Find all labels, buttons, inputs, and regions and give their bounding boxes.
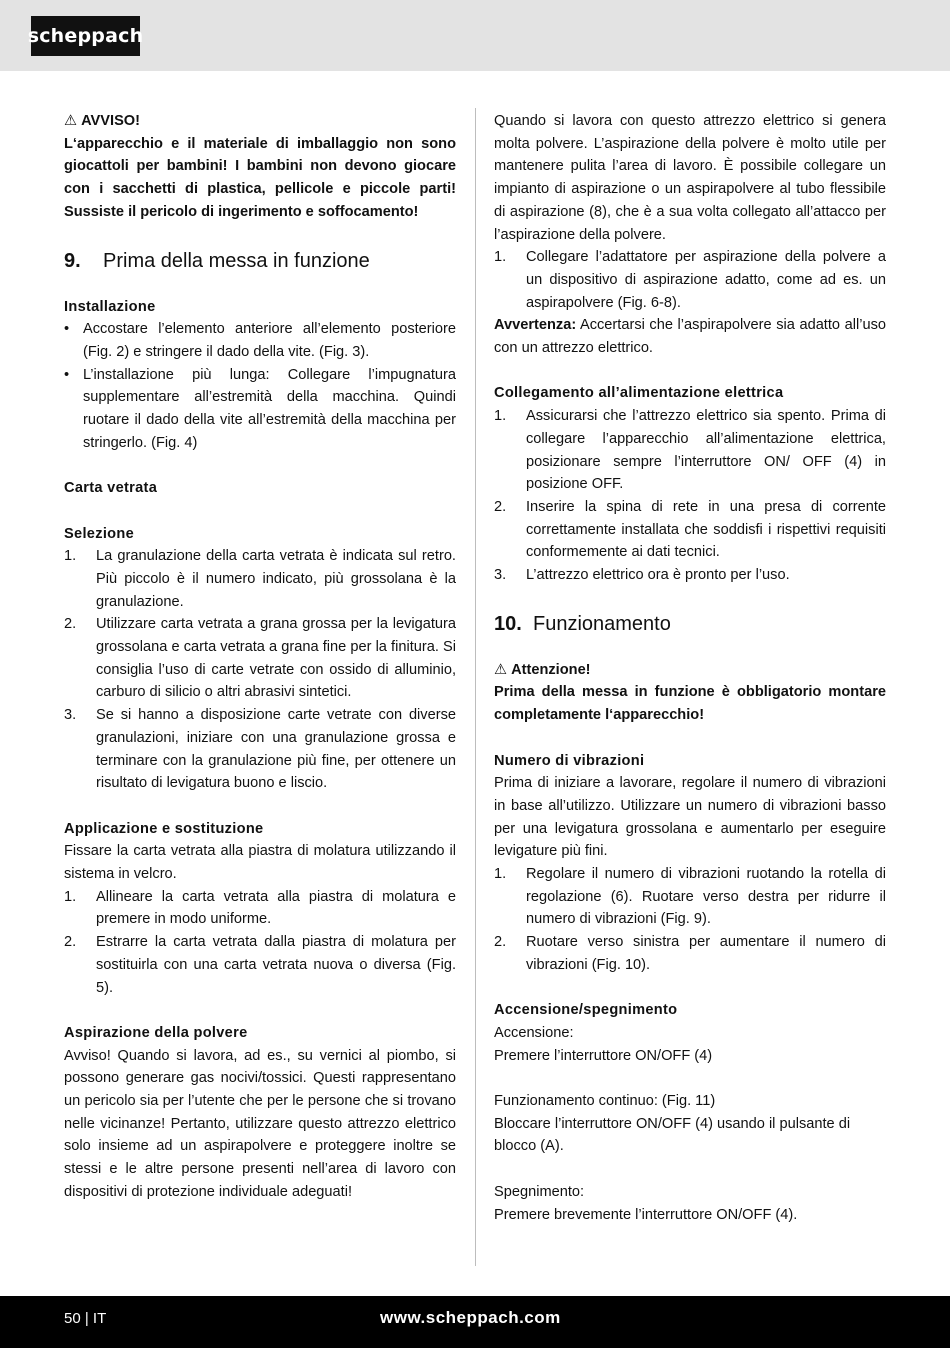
list-item: 1. Collegare l’adattatore per aspirazione della polvere a un dispositivo di aspirazione adatto, come ad es. un aspirapolvere (Fig. 6-8). <box>494 249 886 311</box>
warning-triangle-icon: ⚠ <box>494 661 508 678</box>
apply-intro: Fissare la carta vetrata alla piastra di molatura utilizzando il sistema in velcro. <box>64 843 456 883</box>
warning-heading: ⚠ AVVISO! <box>64 113 141 129</box>
continuous-label: Funzionamento continuo: (Fig. 11) <box>494 1093 716 1110</box>
vibration-text: Prima di iniziare a lavorare, regolare il numero di vibrazioni in base all’utilizzo. Utilizzare un numero di vibrazioni basso per una levigatura grossolana e aumentarlo per eseguire levigature più fini. <box>494 775 886 860</box>
list-item: 1. Assicurarsi che l’attrezzo elettrico sia spento. Prima di collegare l’apparecchio all’alimentazione elettrica, posizionare sempre l’interruttore ON/ OFF (4) in posizione OFF. <box>494 408 886 493</box>
list-item: 1. Regolare il numero di vibrazioni ruotando la rotella di regolazione (6). Ruotare verso destra per ridurre il numero di vibrazioni (Fig. 9). <box>494 866 886 928</box>
on-label: Accensione: <box>494 1024 574 1041</box>
install-heading: Installazione <box>64 298 156 315</box>
list-item: 2. Inserire la spina di rete in una presa di corrente correttamente installata che soddisfi i rispettivi requisiti conformemente ai dati tecnici. <box>494 498 886 561</box>
off-label: Spegnimento: <box>494 1183 585 1200</box>
vibration-heading: Numero di vibrazioni <box>494 752 645 769</box>
scheppach-logo: scheppach <box>31 16 140 56</box>
dust-warning-text: Avviso! Quando si lavora, ad es., su vernici al piombo, si possono generare gas nocivi/tossici. Questi rappresentano un pericolo sia per l’utente che per le persone che si trovano nelle vicinanze! Pertanto, utilizzare questo attrezzo elettrico solo insieme ad un aspirapolvere e proteggere inoltre se stessi e le altre persone presenti nell’area di lavoro con dispositivi di protezione individuale adeguati! <box>64 1047 456 1200</box>
list-item: 1. Allineare la carta vetrata alla piastra di molatura e premere in modo uniforme. <box>64 888 456 928</box>
website-url: www.scheppach.com <box>380 1308 561 1327</box>
power-heading: Collegamento all’alimentazione elettrica <box>494 385 784 402</box>
selection-heading: Selezione <box>64 525 135 542</box>
section-9-title: 9. Prima della messa in funzione <box>64 249 370 272</box>
list-item: 2. Utilizzare carta vetrata a grana grossa per la levigatura grossolana e carta vetrata a grana fine per la finitura. Si consiglia l’uso di carte vetrate con ossido di alluminio, carburo di silicio o altri abrasivi sintetici. <box>64 616 456 701</box>
off-text: Premere brevemente l’interruttore ON/OFF (4). <box>494 1206 798 1223</box>
attention-heading: ⚠ Attenzione! <box>494 661 591 678</box>
dust-intro: Quando si lavora con questo attrezzo elettrico si genera molta polvere. L’aspirazione della polvere è molto utile per mantenere pulita l’area di lavoro. È possibile collegare un impianto di aspirazione o un aspirapolvere al tubo flessibile di aspirazione (8), che è a sua volta collegato all’attacco per l’aspirazione della polvere. <box>494 113 886 243</box>
continuous-text: Bloccare l’interruttore ON/OFF (4) usando il pulsante di blocco (A). <box>494 1115 851 1155</box>
header-band <box>0 0 950 71</box>
right-column <box>494 110 886 1226</box>
onoff-heading: Accensione/spegnimento <box>494 1002 678 1019</box>
list-item: 2. Estrarre la carta vetrata dalla piastra di molatura per sostituirla con una carta vetrata nuova o diversa (Fig. 5). <box>64 934 456 996</box>
on-text: Premere l’interruttore ON/OFF (4) <box>494 1047 713 1064</box>
dust-heading: Aspirazione della polvere <box>64 1024 248 1041</box>
apply-heading: Applicazione e sostituzione <box>64 820 264 837</box>
warning-triangle-icon: ⚠ <box>64 113 78 129</box>
sandpaper-heading: Carta vetrata <box>64 480 158 497</box>
left-column <box>64 110 456 1204</box>
list-item: 2. Ruotare verso sinistra per aumentare il numero di vibrazioni (Fig. 10). <box>494 934 886 973</box>
list-item: • L’installazione più lunga: Collegare l’impugnatura supplementare all’estremità della macchina. Quindi ruotare il dado della vite all’estremità della macchina per stringerlo. (Fig. 4) <box>64 366 456 451</box>
note-paragraph: Avvertenza: Accertarsi che l’aspirapolvere sia adatto all’uso con un attrezzo elettrico. <box>494 317 886 357</box>
list-item: 3. L’attrezzo elettrico ora è pronto per l’uso. <box>494 567 790 584</box>
warning-text: L‘apparecchio e il materiale di imballaggio non sono giocattoli per bambini! I bambini non devono giocare con i sacchetti di plastica, pellicole e piccole parti! Sussiste il pericolo di ingerimento e soffocamento! <box>64 135 456 220</box>
footer-bar <box>0 1296 950 1348</box>
page-number: 50 | IT <box>64 1310 107 1327</box>
list-item: 1. La granulazione della carta vetrata è indicata sul retro. Più piccolo è il numero indicato, più grossolana è la granulazione. <box>64 548 456 610</box>
section-10-title: 10. Funzionamento <box>494 612 671 635</box>
column-divider <box>475 108 476 1266</box>
list-item: 3. Se si hanno a disposizione carte vetrate con diverse granulazioni, iniziare con una granulazione grossa e terminare con la granulazione più fine, per ottenere un risultato di levigatura buono e liscio. <box>64 707 456 792</box>
list-item: • Accostare l’elemento anteriore all’elemento posteriore (Fig. 2) e stringere il dado della vite. (Fig. 3). <box>64 321 456 360</box>
attention-text: Prima della messa in funzione è obbligatorio montare completamente l‘apparecchio! <box>494 684 886 724</box>
